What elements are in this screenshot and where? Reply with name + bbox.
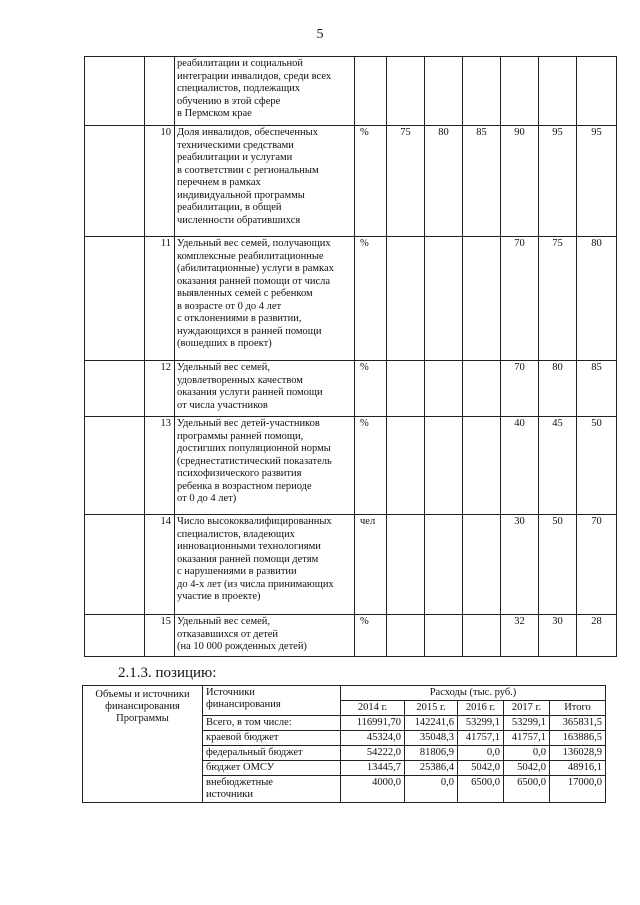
amount-cell: 48916,1	[550, 761, 606, 776]
value-cell	[425, 615, 463, 657]
value-cell: 85	[463, 126, 501, 237]
value-cell: 28	[577, 615, 617, 657]
source-label: федеральный бюджет	[203, 746, 341, 761]
row-number: 14	[145, 515, 175, 615]
page-number: 5	[316, 27, 324, 42]
value-cell	[387, 237, 425, 361]
value-cell: 80	[539, 361, 577, 417]
value-cell	[577, 57, 617, 126]
value-cell	[425, 237, 463, 361]
value-cell: 50	[539, 515, 577, 615]
amount-cell: 365831,5	[550, 716, 606, 731]
blank-cell	[85, 361, 145, 417]
amount-cell: 41757,1	[504, 731, 550, 746]
value-cell: 95	[577, 126, 617, 237]
blank-cell	[85, 417, 145, 515]
value-cell	[463, 361, 501, 417]
value-cell	[387, 515, 425, 615]
value-cell	[463, 237, 501, 361]
value-cell: 70	[577, 515, 617, 615]
indicator-row	[85, 237, 617, 361]
indicator-row	[85, 361, 617, 417]
amount-cell: 0,0	[458, 746, 504, 761]
blank-cell	[85, 615, 145, 657]
unit-cell: чел	[355, 515, 387, 615]
indicator-name: Удельный вес семей, удовлетворенных качеством оказания услуги ранней помощи от числа участников	[175, 361, 355, 417]
amount-cell: 25386,4	[405, 761, 458, 776]
amount-cell: 54222,0	[341, 746, 405, 761]
amount-cell: 5042,0	[504, 761, 550, 776]
unit-cell: %	[355, 361, 387, 417]
value-cell: 95	[539, 126, 577, 237]
value-cell	[463, 417, 501, 515]
blank-cell	[85, 237, 145, 361]
indicator-row	[85, 57, 617, 126]
source-label: бюджет ОМСУ	[203, 761, 341, 776]
row-number: 13	[145, 417, 175, 515]
value-cell: 32	[501, 615, 539, 657]
amount-cell: 4000,0	[341, 776, 405, 803]
unit-cell: %	[355, 237, 387, 361]
amount-cell: 0,0	[504, 746, 550, 761]
value-cell	[425, 57, 463, 126]
source-label: Всего, в том числе:	[203, 716, 341, 731]
section-heading: 2.1.3. позицию:	[118, 665, 217, 681]
amount-cell: 136028,9	[550, 746, 606, 761]
row-number: 11	[145, 237, 175, 361]
unit-cell: %	[355, 615, 387, 657]
value-cell	[387, 615, 425, 657]
value-cell: 70	[501, 361, 539, 417]
row-number: 15	[145, 615, 175, 657]
value-cell	[425, 417, 463, 515]
value-cell: 80	[425, 126, 463, 237]
value-cell	[501, 57, 539, 126]
amount-cell: 6500,0	[458, 776, 504, 803]
row-number: 12	[145, 361, 175, 417]
value-cell: 70	[501, 237, 539, 361]
amount-cell: 41757,1	[458, 731, 504, 746]
source-label: внебюджетные источники	[203, 776, 341, 803]
expenses-header: Расходы (тыс. руб.)	[341, 686, 606, 701]
blank-cell	[85, 57, 145, 126]
row-number: 10	[145, 126, 175, 237]
value-cell: 90	[501, 126, 539, 237]
blank-cell	[85, 126, 145, 237]
amount-cell: 13445,7	[341, 761, 405, 776]
indicator-name: Удельный вес семей, получающих комплексные реабилитационные (абилитационные) услуги в рамках оказания ранней помощи от числа выявленных семей с ребенком в возрасте от 0 до 4 лет с отклонениями в развитии, нуждающихся в ранней помощи (вошедших в проект)	[175, 237, 355, 361]
indicator-row	[85, 417, 617, 515]
value-cell: 75	[387, 126, 425, 237]
blank-cell	[85, 515, 145, 615]
year-header: 2016 г.	[458, 701, 504, 716]
finance-table	[82, 685, 606, 803]
source-label: краевой бюджет	[203, 731, 341, 746]
amount-cell: 0,0	[405, 776, 458, 803]
unit-cell: %	[355, 417, 387, 515]
year-header: 2015 г.	[405, 701, 458, 716]
value-cell	[387, 417, 425, 515]
unit-cell	[355, 57, 387, 126]
amount-cell: 53299,1	[504, 716, 550, 731]
value-cell: 50	[577, 417, 617, 515]
value-cell	[425, 361, 463, 417]
indicator-name: реабилитации и социальной интеграции инвалидов, среди всех специалистов, подлежащих обучению в этой сфере в Пермском крае	[175, 57, 355, 126]
indicator-row	[85, 615, 617, 657]
value-cell	[463, 615, 501, 657]
value-cell	[425, 515, 463, 615]
amount-cell: 81806,9	[405, 746, 458, 761]
indicator-name: Удельный вес семей, отказавшихся от детей (на 10 000 рожденных детей)	[175, 615, 355, 657]
amount-cell: 45324,0	[341, 731, 405, 746]
indicator-row	[85, 126, 617, 237]
year-header: 2014 г.	[341, 701, 405, 716]
indicator-name: Доля инвалидов, обеспеченных техническими средствами реабилитации и услугами в соответствии с региональным перечнем в рамках индивидуальной программы реабилитации, в общей численности обратившихся	[175, 126, 355, 237]
indicator-row	[85, 515, 617, 615]
sources-header: Источники финансирования	[203, 686, 341, 716]
indicator-name: Удельный вес детей-участников программы ранней помощи, достигших популяционной нормы (среднестатистический показатель психофизического развития ребенка в возрастном периоде от 0 до 4 лет)	[175, 417, 355, 515]
finance-left-label: Объемы и источники финансирования Программы	[83, 686, 203, 803]
value-cell	[463, 57, 501, 126]
indicators-table	[84, 56, 617, 657]
value-cell: 75	[539, 237, 577, 361]
amount-cell: 142241,6	[405, 716, 458, 731]
indicator-name: Число высококвалифицированных специалистов, владеющих инновационными технологиями оказания ранней помощи детям с нарушениями в развитии до 4-х лет (из числа принимающих участие в проекте)	[175, 515, 355, 615]
amount-cell: 35048,3	[405, 731, 458, 746]
value-cell: 85	[577, 361, 617, 417]
value-cell: 30	[501, 515, 539, 615]
value-cell	[387, 361, 425, 417]
amount-cell: 163886,5	[550, 731, 606, 746]
amount-cell: 6500,0	[504, 776, 550, 803]
row-number	[145, 57, 175, 126]
year-header: Итого	[550, 701, 606, 716]
value-cell: 80	[577, 237, 617, 361]
value-cell	[539, 57, 577, 126]
amount-cell: 5042,0	[458, 761, 504, 776]
value-cell	[387, 57, 425, 126]
value-cell: 30	[539, 615, 577, 657]
year-header: 2017 г.	[504, 701, 550, 716]
value-cell	[463, 515, 501, 615]
unit-cell: %	[355, 126, 387, 237]
amount-cell: 17000,0	[550, 776, 606, 803]
value-cell: 40	[501, 417, 539, 515]
amount-cell: 116991,70	[341, 716, 405, 731]
value-cell: 45	[539, 417, 577, 515]
amount-cell: 53299,1	[458, 716, 504, 731]
